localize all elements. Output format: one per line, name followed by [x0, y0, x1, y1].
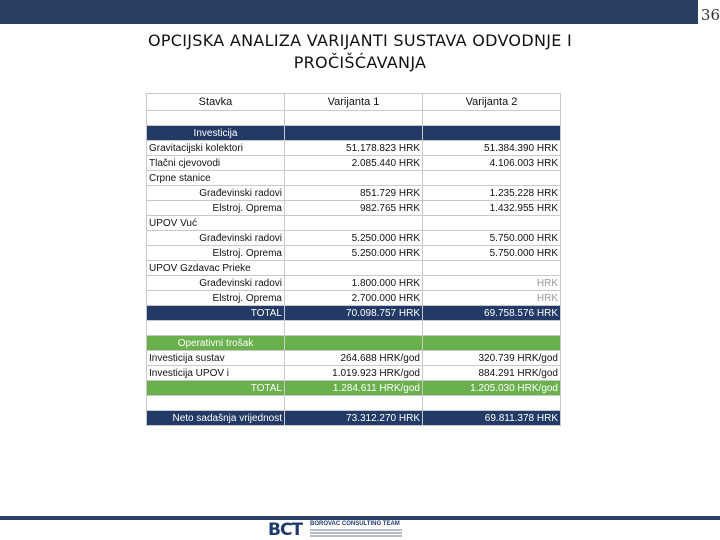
- row-v1: [285, 171, 423, 186]
- spacer-row: [147, 321, 561, 336]
- table-row: [147, 276, 561, 291]
- logo-tagline-lines: [310, 529, 402, 538]
- row-v1: 851.729 HRK: [285, 186, 423, 201]
- company-logo: [268, 520, 408, 540]
- row-v2: 320.739 HRK/god: [423, 351, 561, 366]
- total-label: TOTAL: [147, 381, 285, 396]
- npv-label: Neto sadašnja vrijednost: [147, 411, 285, 426]
- row-v1: 264.688 HRK/god: [285, 351, 423, 366]
- spacer-row: [147, 396, 561, 411]
- total-investicija-row: [147, 306, 561, 321]
- row-v2: HRK: [423, 276, 561, 291]
- table-row: [147, 186, 561, 201]
- row-v2: 5.750.000 HRK: [423, 246, 561, 261]
- total-v2: 1.205.030 HRK/god: [423, 381, 561, 396]
- npv-v2: 69.811.378 HRK: [423, 411, 561, 426]
- table-row: [147, 156, 561, 171]
- table-row: [147, 141, 561, 156]
- title-line-1: OPCIJSKA ANALIZA VARIJANTI SUSTAVA ODVODNJE I: [147, 31, 573, 50]
- section-investicija: [147, 126, 561, 141]
- section-label: Investicija: [147, 126, 285, 141]
- row-label: UPOV Gzdavac Prieke: [147, 261, 285, 276]
- row-v2: 51.384.390 HRK: [423, 141, 561, 156]
- row-v1: 5.250.000 HRK: [285, 246, 423, 261]
- row-v2: 5.750.000 HRK: [423, 231, 561, 246]
- logo-mark: BCT: [268, 520, 303, 540]
- company-name: BOROVAC CONSULTING TEAM: [310, 521, 400, 527]
- header-varijanta-2: Varijanta 2: [423, 94, 561, 111]
- row-v1: [285, 216, 423, 231]
- row-v2: 4.106.003 HRK: [423, 156, 561, 171]
- row-v2: 1.235.228 HRK: [423, 186, 561, 201]
- row-v2: 1.432.955 HRK: [423, 201, 561, 216]
- row-v1: [285, 261, 423, 276]
- table-row: [147, 171, 561, 186]
- row-label: Elstroj. Oprema: [147, 201, 285, 216]
- total-v1: 1.284.611 HRK/god: [285, 381, 423, 396]
- header-varijanta-1: Varijanta 1: [285, 94, 423, 111]
- title-line-2: PROČIŠĆAVANJA: [293, 53, 427, 72]
- row-v2: [423, 261, 561, 276]
- total-operativni-row: [147, 381, 561, 396]
- section-operativni: [147, 336, 561, 351]
- row-label: Građevinski radovi: [147, 186, 285, 201]
- row-v1: 2.085.440 HRK: [285, 156, 423, 171]
- table-row: [147, 291, 561, 306]
- table-row: [147, 261, 561, 276]
- table-row: [147, 246, 561, 261]
- row-v1: 982.765 HRK: [285, 201, 423, 216]
- row-v2: 884.291 HRK/god: [423, 366, 561, 381]
- page-number: 36: [700, 6, 720, 24]
- header-stavka: Stavka: [147, 94, 285, 111]
- row-v1: 2.700.000 HRK: [285, 291, 423, 306]
- row-label: Crpne stanice: [147, 171, 285, 186]
- npv-v1: 73.312.270 HRK: [285, 411, 423, 426]
- table-row: [147, 201, 561, 216]
- total-label: TOTAL: [147, 306, 285, 321]
- row-label: Tlačni cjevovodi: [147, 156, 285, 171]
- table-row: [147, 231, 561, 246]
- npv-row: [147, 411, 561, 426]
- row-label: Elstroj. Oprema: [147, 291, 285, 306]
- spacer-row: [147, 111, 561, 126]
- row-v1: 1.019.923 HRK/god: [285, 366, 423, 381]
- row-label: Građevinski radovi: [147, 276, 285, 291]
- row-v1: 5.250.000 HRK: [285, 231, 423, 246]
- table-row: [147, 366, 561, 381]
- row-label: UPOV Vuć: [147, 216, 285, 231]
- page-title: [60, 30, 660, 74]
- variant-table: [146, 93, 561, 426]
- row-label: Investicija UPOV i: [147, 366, 285, 381]
- row-v1: 51.178.823 HRK: [285, 141, 423, 156]
- row-v2: [423, 216, 561, 231]
- row-label: Elstroj. Oprema: [147, 246, 285, 261]
- section-label: Operativni trošak: [147, 336, 285, 351]
- row-label: Investicija sustav: [147, 351, 285, 366]
- total-v2: 69.758.576 HRK: [423, 306, 561, 321]
- row-v1: 1.800.000 HRK: [285, 276, 423, 291]
- table-row: [147, 351, 561, 366]
- row-label: Gravitacijski kolektori: [147, 141, 285, 156]
- row-v2: HRK: [423, 291, 561, 306]
- total-v1: 70.098.757 HRK: [285, 306, 423, 321]
- table-row: [147, 216, 561, 231]
- row-v2: [423, 171, 561, 186]
- table-header-row: [147, 94, 561, 111]
- row-label: Građevinski radovi: [147, 231, 285, 246]
- top-bar: [0, 0, 698, 24]
